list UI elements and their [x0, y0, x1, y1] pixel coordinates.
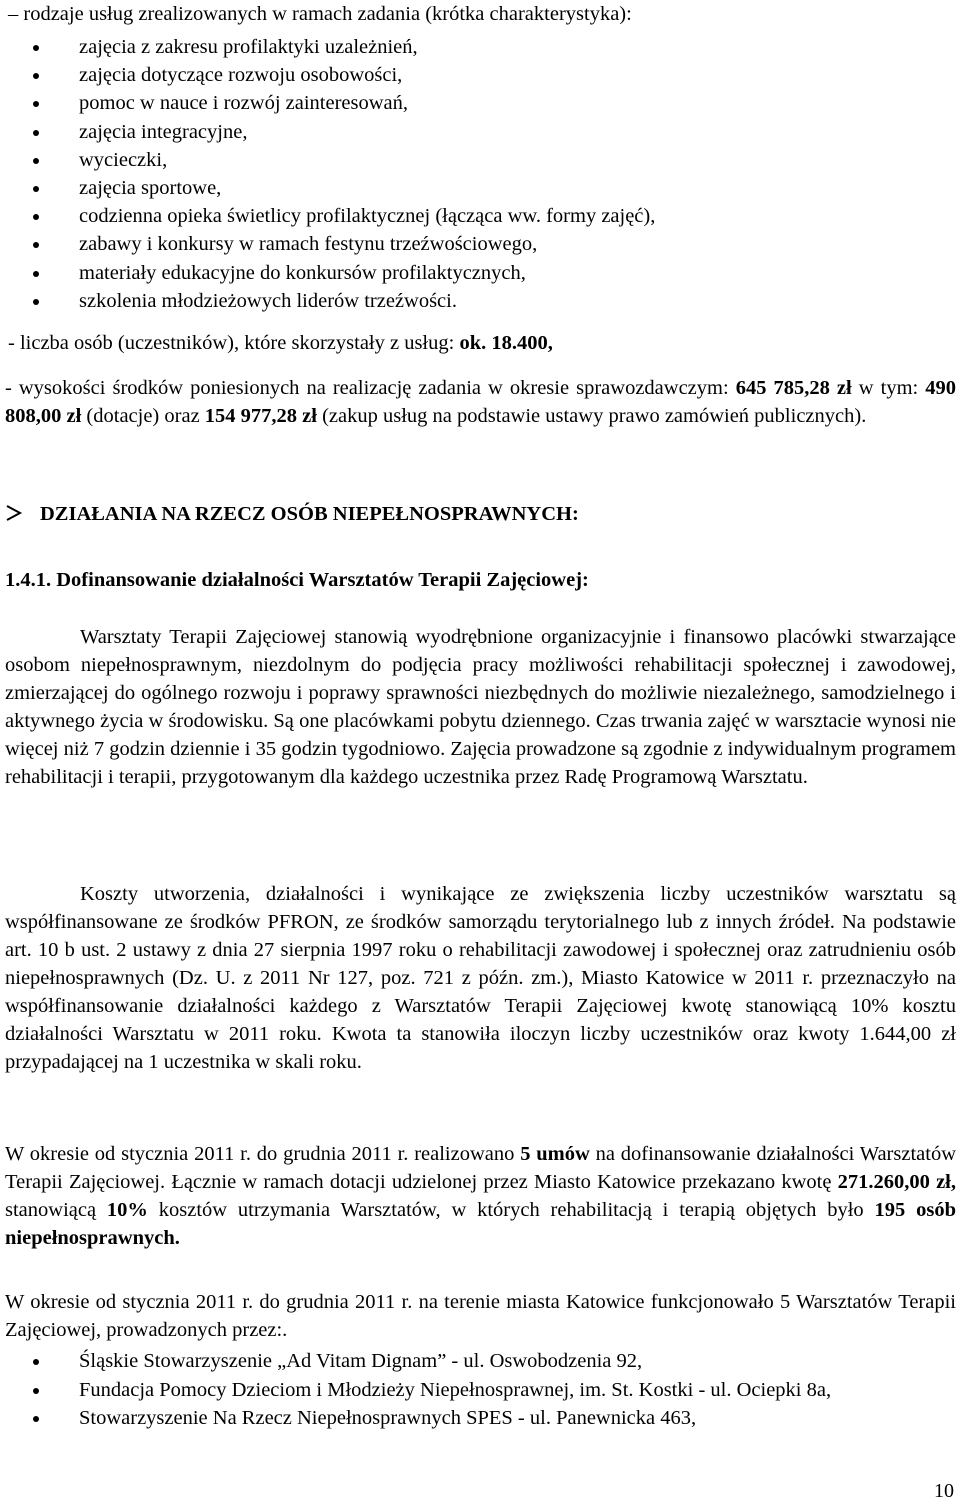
grant-percent: 10% [106, 1199, 148, 1221]
paragraph-workshops: W okresie od stycznia 2011 r. do grudnia 2011 r. na terenie miasta Katowice funkcjonowało 5 Warsztatów Terapii Zajęciowej, prowadzonych przez:. [5, 1291, 956, 1341]
list-item: Stowarzyszenie Na Rzecz Niepełnosprawnych SPES - ul. Panewnicka 463, [0, 1404, 949, 1433]
paragraph-costs-financing: Koszty utworzenia, działalności i wynikające ze zwiększenia liczby uczestników warsztatu są współfinansowane ze środków PFRON, ze środków samorządu terytorialnego lub z innych źródeł. Na podstawie art. 10 b ust. 2 ustawy z dnia 27 sierpnia 1997 roku o rehabilitacji zawodowej i społecznej oraz zatrudnieniu osób niepełnosprawnych (Dz. U. z 2011 Nr 127, poz. 721 z późn. zm.), Miasto Katowice w 2011 r. przeznaczyło na współfinansowanie działalności każdego z Warsztatów Terapii Zajęciowej kwotę stanowiącą 10% kosztu działalności Warsztatu w 2011 roku. Kwota ta stanowiła iloczyn liczby uczestników oraz kwoty 1.644,00 zł przypadającej na 1 uczestnika w skali roku. [5, 883, 956, 1073]
section-heading-text: DZIAŁANIA NA RZECZ OSÓB NIEPEŁNOSPRAWNYCH: [40, 503, 579, 525]
costs-paragraph [5, 374, 956, 430]
list-item: zabawy i konkursy w ramach festynu trzeźwościowego, [0, 230, 655, 258]
list-item: wycieczki, [0, 146, 655, 174]
section-heading [5, 500, 579, 528]
costs-total: 645 785,28 zł [735, 377, 852, 399]
list-item: zajęcia integracyjne, [0, 118, 655, 146]
participants-value: ok. 18.400, [459, 332, 553, 354]
costs-text: w tym: [851, 377, 926, 399]
list-item: pomoc w nauce i rozwój zainteresowań, [0, 89, 655, 117]
page-number: 10 [934, 1480, 954, 1502]
list-item: Fundacja Pomocy Dzieciom i Młodzieży Niepełnosprawnej, im. St. Kostki - ul. Ociepki 8a, [0, 1376, 949, 1405]
paragraph-text: na dofinansowanie działalności Warsztatów Terapii Zajęciowej. Łącznie w ramach dotacji udzielonej przez Miasto Katowice przekazano kwotę [5, 1143, 956, 1193]
list-item: codzienna opieka świetlicy profilaktycznej (łącząca ww. formy zajęć), [0, 202, 655, 230]
list-item: zajęcia dotyczące rozwoju osobowości, [0, 61, 655, 89]
paragraph-text: stanowiącą [5, 1199, 107, 1221]
paragraph-wtz-description: Warsztaty Terapii Zajęciowej stanowią wyodrębnione organizacyjnie i finansowo placówki stwarzające osobom niepełnosprawnym, niezdolnym do podjęcia pracy możliwości rehabilitacji społecznej i zawodowej, zmierzającej do ogólnego rozwoju i poprawy sprawności niezbędnych do możliwie niezależnego, samodzielnego i aktywnego życia w środowisku. Są one placówkami pobytu dziennego. Czas trwania zajęć w warsztacie wynosi nie więcej niż 7 godzin dziennie i 35 godzin tygodniowo. Zajęcia prowadzone są zgodnie z indywidualnym programem rehabilitacji i terapii, przygotowanym dla każdego uczestnika przez Radę Programową Warsztatu. [5, 626, 956, 788]
paragraph-text: kosztów utrzymania Warsztatów, w których rehabilitacją i terapią objętych było [147, 1199, 875, 1221]
list-item: zajęcia z zakresu profilaktyki uzależnień, [0, 33, 655, 61]
list-item: materiały edukacyjne do konkursów profilaktycznych, [0, 259, 655, 287]
arrow-bullet-icon [5, 500, 40, 528]
participants-label: - liczba osób (uczestników), które skorzystały z usług: [8, 332, 460, 354]
list-item: Śląskie Stowarzyszenie „Ad Vitam Dignam” - ul. Oswobodzenia 92, [0, 1347, 949, 1376]
costs-text: - wysokości środków poniesionych na realizację zadania w okresie sprawozdawczym: [5, 377, 736, 399]
paragraph-text: W okresie od stycznia 2011 r. do grudnia 2011 r. realizowano [5, 1143, 521, 1165]
participants-line [8, 329, 956, 357]
grant-amount: 271.260,00 zł, [837, 1171, 956, 1193]
costs-subsidy: 490 808,00 zł [5, 377, 956, 427]
list-item: zajęcia sportowe, [0, 174, 655, 202]
subsection-heading: 1.4.1. Dofinansowanie działalności Warsztatów Terapii Zajęciowej: [5, 569, 589, 591]
services-intro: – rodzaje usług zrealizowanych w ramach zadania (krótka charakterystyka): [8, 3, 632, 25]
paragraph-agreements [5, 1140, 956, 1252]
costs-purchase: 154 977,28 zł [204, 405, 317, 427]
costs-text: (dotacje) oraz [81, 405, 205, 427]
list-item: szkolenia młodzieżowych liderów trzeźwości. [0, 287, 655, 315]
agreements-count: 5 umów [520, 1143, 590, 1165]
services-list [0, 33, 655, 315]
participants-count: 195 osób niepełnosprawnych. [5, 1199, 956, 1249]
costs-text: (zakup usług na podstawie ustawy prawo zamówień publicznych). [316, 405, 867, 427]
organizations-list [0, 1347, 949, 1433]
